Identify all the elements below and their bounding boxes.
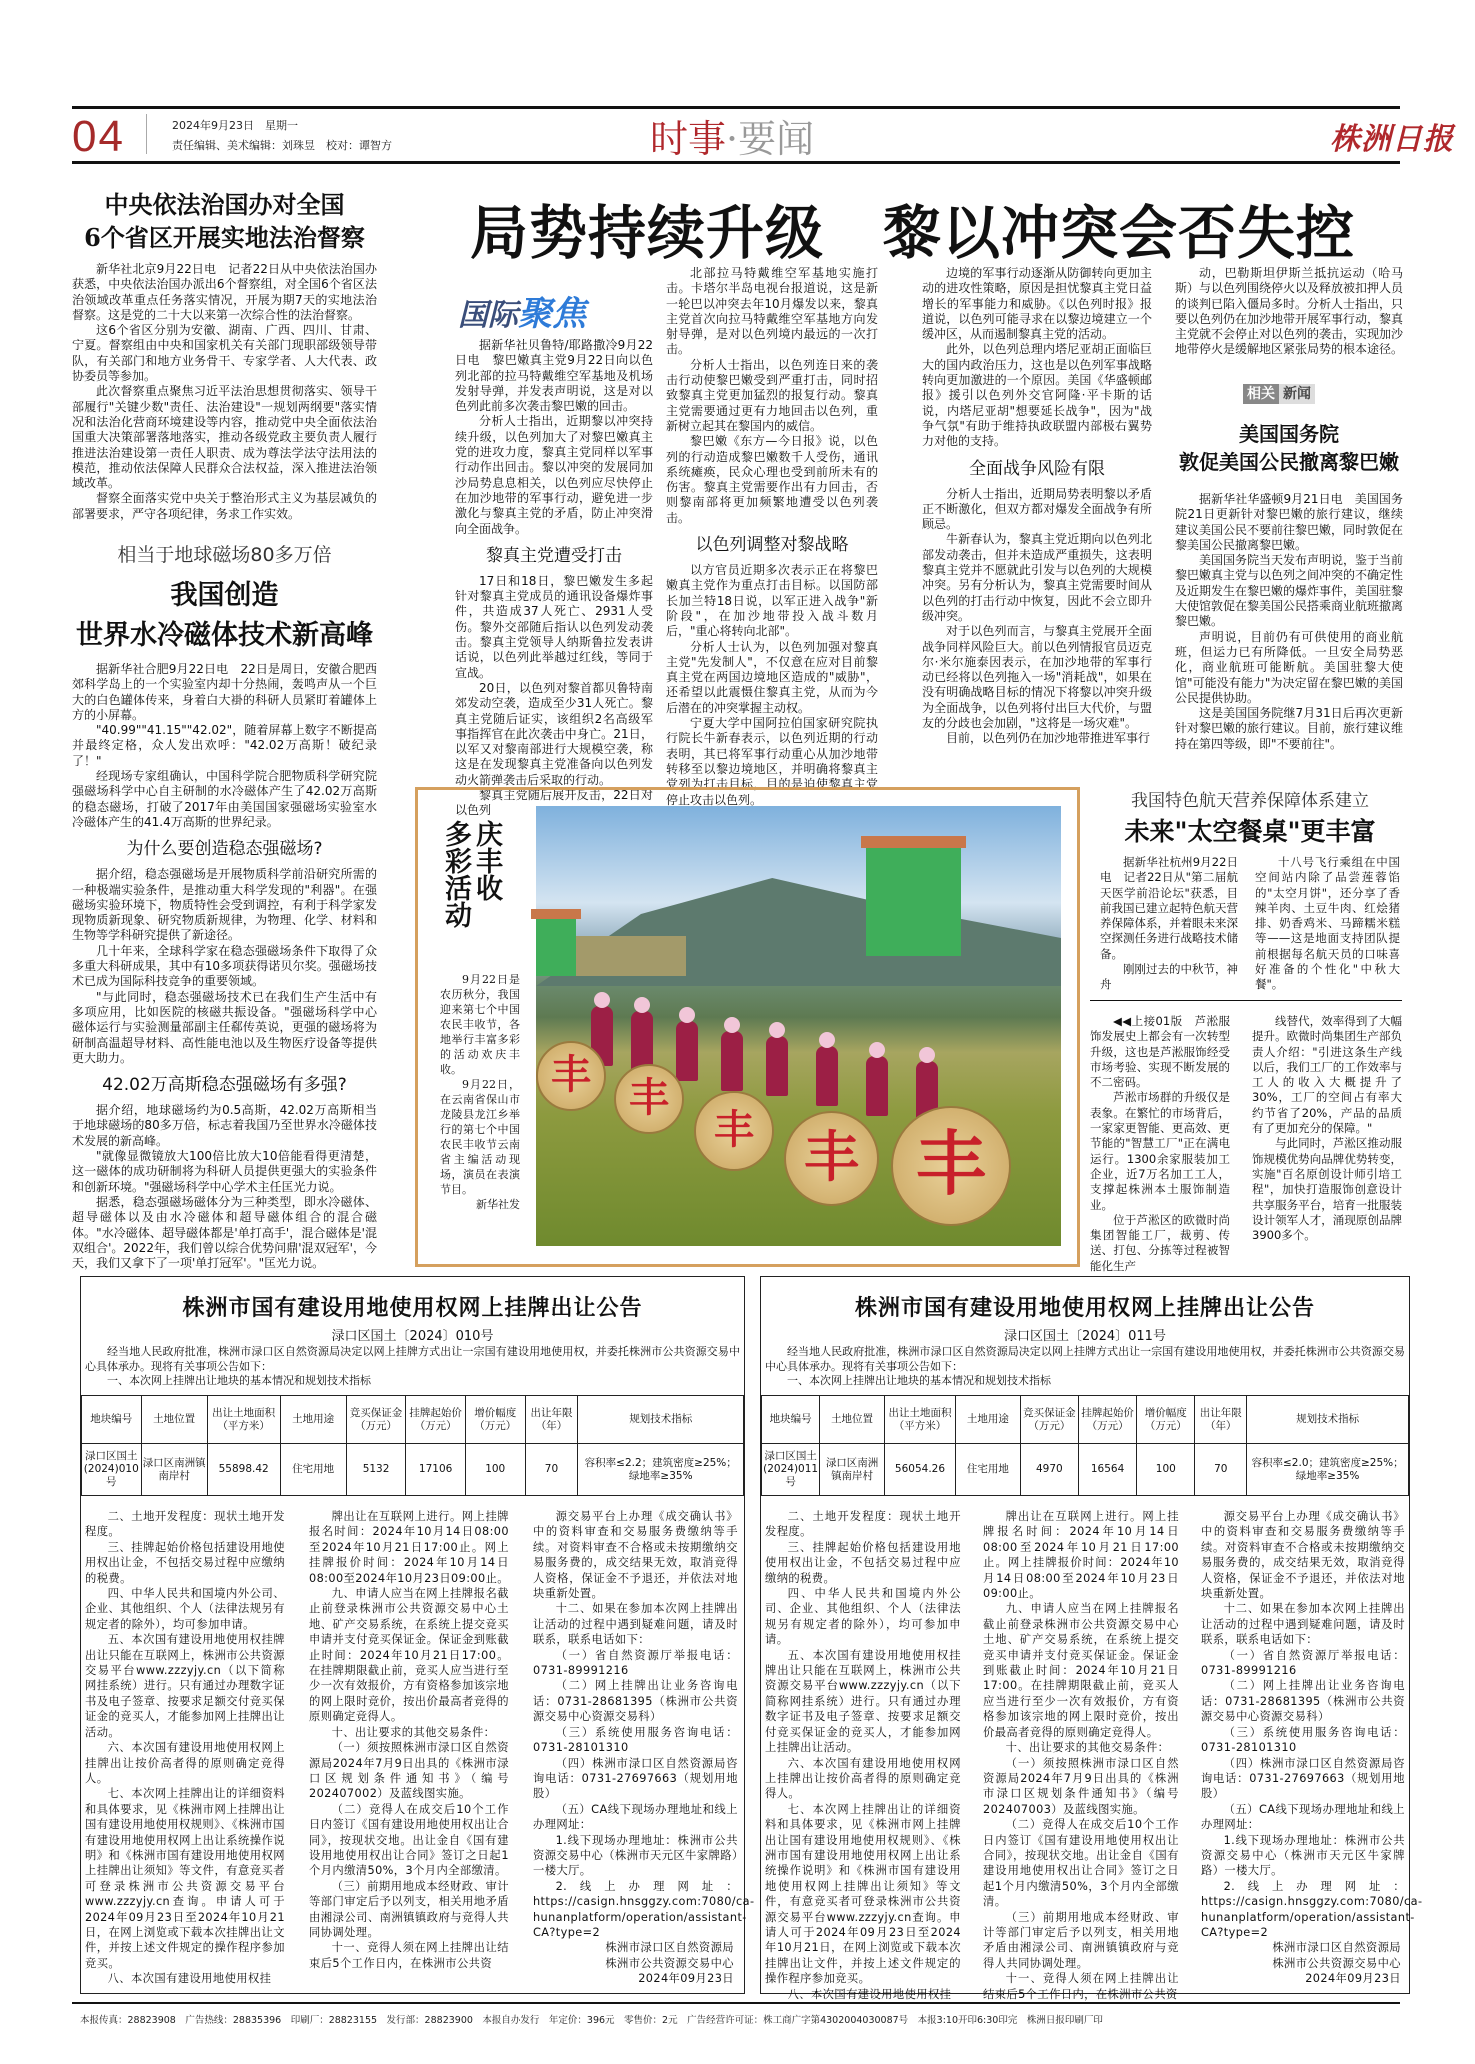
paragraph: 八、本次国有建设用地使用权挂 xyxy=(787,1987,952,2001)
paragraph: 2.线上办理网址：https://casign.hnsggzy.com:7080/ca-hunanplatform/operation/assistant-CA?type=2 xyxy=(533,1879,755,1939)
paragraph: 据新华社华盛顿9月21日电 美国国务院21日更新针对黎巴嫩的旅行建议，继续建议美国公民不要前往黎巴嫩，同时敦促在黎美国公民撤离黎巴嫩。 xyxy=(1175,492,1404,552)
paragraph: 20日，以色列对黎首都贝鲁特南郊发动空袭，造成至少31人死亡。黎真主党随后证实，该组织2名高级军事指挥官在此次袭击中身亡。21日，以军又对黎南部进行大规模空袭，称这是在发现黎真主党准备向以色列发动火箭弹袭击后采取的行动。 xyxy=(455,680,653,787)
magnet-headline-line1: 我国创造 xyxy=(170,580,279,611)
notice-intro xyxy=(85,1345,740,1389)
section-title xyxy=(650,108,814,163)
paragraph: （五）CA线下现场办理地址和线上办理网址： xyxy=(533,1802,738,1832)
footer-rule xyxy=(72,2002,1400,2004)
related-headline xyxy=(1175,420,1403,476)
divider xyxy=(146,114,147,154)
signature-line: 株洲市渌口区自然资源局 xyxy=(1272,1941,1401,1955)
paragraph: 此次督察重点聚焦习近平法治思想贯彻落实、领导干部履行"关键少数"责任、法治建设"一规划两纲要"落实情况和法治化营商环境建设等内容，推动党中央全面依法治国重大决策部署落地落实，推动各级党政主要负责人履行推进法治建设第一责任人职责、成为尊法学法守法用法的模范，推动依法保障人民群众合法权益，深入推进法治领域改革。 xyxy=(72,384,377,491)
paragraph: （三）系统使用服务咨询电话：0731-28101310 xyxy=(1201,1725,1405,1755)
subheading: 42.02万高斯稳态强磁场有多强? xyxy=(102,1075,347,1096)
planning-condition-paragraph: （一）须按照株洲市渌口区自然资源局2024年7月9日出具的《株洲市渌口区规划条件通知书》（编号202407002）及蓝线图实施。 xyxy=(309,1741,509,1801)
notice-doc-number: 渌口区国土〔2024〕010号 xyxy=(331,1329,494,1344)
performer xyxy=(866,1056,888,1116)
table-header: 增价幅度（万元） xyxy=(465,1396,525,1444)
table-cell: 5132 xyxy=(346,1444,406,1496)
paragraph: 动，巴勒斯坦伊斯兰抵抗运动（哈马斯）与以色列围绕停火以及释放被扣押人员的谈判已陷入僵局多时。分析人士指出，只要以色列仍在加沙地带开展军事行动，黎真主党就不会停止对以色列的袭击，实现加沙地带停火是缓解地区紧张局势的根本途径。 xyxy=(1175,266,1404,357)
lusong-col-2 xyxy=(1252,1014,1402,1259)
paragraph: （二）竞得人在成交后10个工作日内签订《国有建设用地使用权出让合同》，按现状交地。出让金自《国有建设用地使用权出让合同》签订之日起1个月内缴清50%，3个月内全部缴清。 xyxy=(309,1802,509,1878)
table-cell: 70 xyxy=(1195,1444,1247,1496)
law-headline xyxy=(72,188,377,254)
paragraph: （一）省自然资源厅举报电话：0731-89991216 xyxy=(533,1648,738,1678)
paragraph: 四、中华人民共和国境内外公司、企业、其他组织、个人（法律法规另有规定者的除外），均可参加申请。 xyxy=(85,1587,285,1631)
table-header: 出让年限（年） xyxy=(525,1396,578,1444)
photo-feature-title xyxy=(440,820,502,928)
page-number: 04 xyxy=(72,112,125,161)
section-title-b: 要闻 xyxy=(738,117,815,161)
building-roof xyxy=(531,909,581,919)
signature-line: 2024年09月23日 xyxy=(1305,1972,1401,1986)
table-cell: 住宅用地 xyxy=(280,1444,346,1496)
paragraph: 牛新春认为，黎真主党近期向以色列北部发动袭击，但并未造成严重损失，这表明黎真主党并不愿就此引发与以色列的大规模冲突。另有分析认为，黎真主党需要时间从以色列的打击行动中恢复，因此不会立即升级冲突。 xyxy=(922,532,1152,623)
table-cell: 渌口区南洲镇南岸村 xyxy=(820,1444,885,1496)
paragraph: 分析人士指出，以色列连日来的袭击行动使黎巴嫩受到严重打击，同时招致黎真主党更加猛烈的报复行动。黎真主党需要通过更有力地回击以色列，重新树立起其在黎国内的威信。 xyxy=(666,357,878,433)
paragraph: 据新华社合肥9月22日电 22日是周日，安徽合肥西郊科学岛上的一个实验室内却十分热闹，轰鸣声从一个巨大的白色罐体传来，身着白大褂的科研人员紧盯着罐体上方的小屏幕。 xyxy=(72,662,377,722)
paragraph: 源交易平台上办理《成交确认书》中的资料审查和交易服务费缴纳等手续。对资料审查不合格或未按期缴纳交易服务费的，成交结果无效，取消竞得人资格，保证金不予退还，并依法对地块重新处置。 xyxy=(533,1510,738,1601)
table-cell: 渌口区国土(2024)010号 xyxy=(82,1444,142,1496)
building-roof xyxy=(861,836,966,848)
paragraph: 分析人士指出，近期黎以冲突持续升级，以色列加大了对黎巴嫩真主党的进攻力度，黎真主党同样以军事行动作出回击。黎以冲突的发展同加沙局势息息相关，以色列应尽快停止在加沙地带的军事行动，避免进一步激化与黎真主党的矛盾，防止冲突滑向全面战争。 xyxy=(455,414,653,536)
paragraph: 黎巴嫩《东方—今日报》说，以色列的行动造成黎巴嫩数千人受伤，通讯系统瘫痪，民众心理也受到前所未有的伤害。黎真主党需要作出有力回击，否则黎南部将更加频繁地遭受以色列袭击。 xyxy=(666,434,878,525)
building xyxy=(866,846,961,956)
land-auction-notice-010 xyxy=(80,1276,755,1994)
paragraph: 17日和18日，黎巴嫩发生多起针对黎真主党成员的通讯设备爆炸事件，共造成37人死亡、2931人受伤。黎外交部随后指认以色列发动袭击。黎真主党领导人纳斯鲁拉发表讲话说，以色列此举越过红线，等同于宣战。 xyxy=(455,573,653,680)
column-logo-a: 国际 xyxy=(458,298,518,333)
paragraph: 位于芦淞区的欧微时尚集团智能工厂，裁剪、传送、打包、分拣等过程被智能化生产 xyxy=(1090,1212,1230,1273)
paragraph: 九、申请人应当在网上挂牌报名截止前登录株洲市公共资源交易中心土地、矿产交易系统，在系统上提交竞买申请并支付竞买保证金。保证金到账截止时间：2024年10月21日17:00。在挂牌期限截止前，竞买人应当进行至少一次有效报价，方有资格参加该宗地的网上限时竞价，按出价最高者竞得的原则确定竞得人。 xyxy=(309,1587,509,1724)
paragraph: （二）竞得人在成交后10个工作日内签订《国有建设用地使用权出让合同》，按现状交地。出让金自《国有建设用地使用权出让合同》签订之日起1个月内缴清50%，3个月内全部缴清。 xyxy=(983,1818,1179,1909)
woven-basket: 丰 xyxy=(536,1041,606,1111)
notice-intro-paragraph: 经当地人民政府批准，株洲市渌口区自然资源局决定以网上挂牌方式出让一宗国有建设用地使用权，并委托株洲市公共资源交易中心具体承办。现将有关事项公告如下： xyxy=(765,1345,1405,1373)
performer xyxy=(631,1011,653,1071)
signature-line: 2024年09月23日 xyxy=(638,1972,734,1986)
paragraph: 十一、竞得人须在网上挂牌出让结束后5个工作日内，在株洲市公共资 xyxy=(983,1972,1179,2001)
paragraph: 芦淞市场群的升级仅是表象。在繁忙的市场背后，一家家更智能、更高效、更节能的"智慧工厂"正在满电运行。1300余家服装加工企业，近7万名加工工人，支撑起株洲本土服饰制造业。 xyxy=(1090,1090,1230,1212)
caption-paragraph: 9月22日是农历秋分，我国迎来第七个中国农民丰收节，各地举行丰富多彩的活动欢庆丰收。 xyxy=(440,973,520,1076)
paragraph: 三、挂牌起始价格包括建设用地使用权出让金，不包括交易过程中应缴纳的税费。 xyxy=(765,1540,961,1585)
paragraph: （三）前期用地成本经财政、审计等部门审定后予以列支，相关用地矛盾由湘渌公司、南洲镇镇政府与竞得人共同协调处理。 xyxy=(309,1879,509,1939)
section-dot: · xyxy=(726,117,739,161)
table-cell: 住宅用地 xyxy=(956,1444,1021,1496)
table-cell: 渌口区国土(2024)011号 xyxy=(762,1444,820,1496)
table-header: 出让土地面积（平方米） xyxy=(884,1396,955,1444)
paragraph: 宁夏大学中国阿拉伯国家研究院执行院长牛新春表示，以色列近期的行动表明，其已将军事行动重心从加沙地带转移至以黎边境地区，并明确将黎真主党列为打击目标，目的是迫使黎真主党停止攻击以色列。 xyxy=(666,716,878,807)
notice-section-heading: 一、本次网上挂牌出让地块的基本情况和规划技术指标 xyxy=(107,1374,371,1387)
related-tag-b: 新闻 xyxy=(1279,384,1315,404)
paragraph: 十、出让要求的其他交易条件： xyxy=(1005,1741,1170,1755)
notice-signature xyxy=(1201,1940,1405,1986)
table-header: 竞买保证金（万元） xyxy=(346,1396,406,1444)
paragraph: 这是美国国务院继7月31日后再次更新针对黎巴嫩的旅行建议。目前，旅行建议维持在第四等级，即"不要前往"。 xyxy=(1175,706,1404,751)
land-auction-notice-011 xyxy=(760,1276,1423,2001)
issue-date: 2024年9月23日 星期一 xyxy=(172,119,298,132)
table-header: 增价幅度（万元） xyxy=(1137,1396,1195,1444)
paragraph: 2.线上办理网址：https://casign.hnsggzy.com:7080/ca-hunanplatform/operation/assistant-CA?type=2 xyxy=(1201,1879,1423,1939)
notice-intro xyxy=(765,1345,1405,1389)
paragraph: （三）系统使用服务咨询电话：0731-28101310 xyxy=(533,1725,738,1755)
table-header: 土地位置 xyxy=(141,1396,207,1444)
related-headline-line2: 敦促美国公民撤离黎巴嫩 xyxy=(1179,450,1399,474)
table-header: 规划技术指标 xyxy=(1247,1396,1409,1444)
photo-credit: 新华社发 xyxy=(476,1198,520,1211)
table-header: 挂牌起始价（万元） xyxy=(406,1396,466,1444)
paragraph: 牌出让在互联网上进行。网上挂牌报名时间：2024年10月14日08:00至2024年10月21日17:00止。网上挂牌报价时间：2024年10月14日08:00至2024年10月23日09:00止。 xyxy=(983,1510,1179,1601)
table-cell: 容积率≤2.0；建筑密度≥25%；绿地率≥35% xyxy=(1247,1444,1409,1496)
signature-line: 株洲市公共资源交易中心 xyxy=(605,1956,734,1970)
notice-col-3 xyxy=(1201,1509,1423,1987)
paragraph: （四）株洲市渌口区自然资源局咨询电话：0731-27697663（规划用地股） xyxy=(533,1756,738,1801)
paragraph: （一）省自然资源厅举报电话：0731-89991216 xyxy=(1201,1648,1405,1678)
table-header: 土地用途 xyxy=(956,1396,1021,1444)
paragraph: （四）株洲市渌口区自然资源局咨询电话：0731-27697663（规划用地股） xyxy=(1201,1756,1405,1801)
editor-credits: 责任编辑、美术编辑：刘珠昱 校对：谭智方 xyxy=(172,139,392,152)
space-food-headline: 未来"太空餐桌"更丰富 xyxy=(1124,817,1376,846)
lebanon-col-1 xyxy=(455,338,653,818)
paragraph: ◀◀上接01版 芦淞服饰发展史上都会有一次转型升级，这也是芦淞服饰经受市场考验、实现不断发展的不二密码。 xyxy=(1090,1014,1230,1090)
paragraph: "就像显微镜放大100倍比放大10倍能看得更清楚，这一磁体的成功研制将为科研人员提供更强大的实验条件和创新环境。"强磁场科学中心学术主任匡光力说。 xyxy=(72,1149,377,1194)
header-bottom-rule xyxy=(72,161,1400,164)
paragraph: 十、出让要求的其他交易条件： xyxy=(331,1725,496,1739)
paragraph: 据介绍，稳态强磁场是开展物质科学前沿研究所需的一种极端实验条件，是推动重大科学发现的"利器"。在强磁场实验环境下，物质特性会受到调控，有利于科学家发现物质新现象、研究物质新规律，为物理、化学、材料和生物等学科研究提供了新途径。 xyxy=(72,867,377,943)
lebanon-col-4 xyxy=(1175,266,1403,366)
photo-title-a: 庆丰收 xyxy=(471,820,502,901)
paragraph: （二）网上挂牌出让业务咨询电话：0731-28681395（株洲市公共资源交易中心资源交易科） xyxy=(533,1679,738,1724)
table-header: 竞买保证金（万元） xyxy=(1020,1396,1078,1444)
paragraph: 目前，以色列仍在加沙地带推进军事行 xyxy=(946,731,1151,746)
paragraph: 北部拉马特戴维空军基地实施打击。卡塔尔半岛电视台报道说，这是新一轮巴以冲突去年10月爆发以来，黎真主党首次向拉马特戴维空军基地方向发射导弹，是对以色列境内最远的一次打击。 xyxy=(666,266,878,357)
notice-col-3-body xyxy=(533,1509,755,1940)
table-row xyxy=(82,1444,744,1496)
law-headline-line1: 中央依法治国办对全国 xyxy=(104,190,345,219)
paragraph: 五、本次国有建设用地使用权挂牌出让只能在互联网上，株洲市公共资源交易平台www.zzzyjy.cn（以下简称网挂系统）进行。只有通过办理数字证书及电子签章、按要求足额交付竞买保证金的竞买人，才能参加网上挂牌出让活动。 xyxy=(765,1648,961,1755)
notice-section-heading: 一、本次网上挂牌出让地块的基本情况和规划技术指标 xyxy=(787,1374,1051,1387)
paragraph: （三）前期用地成本经财政、审计等部门审定后予以列支，相关用地矛盾由湘渌公司、南洲镇镇政府与竞得人共同协调处理。 xyxy=(983,1910,1179,1970)
law-headline-line2: 6个省区开展实地法治督察 xyxy=(84,223,365,252)
woven-basket: 丰 xyxy=(784,1111,879,1206)
paragraph: 七、本次网上挂牌出让的详细资料和具体要求，见《株洲市网上挂牌出让国有建设用地使用权规则》、《株洲市国有建设用地使用权网上出让系统操作说明》和《株洲市国有建设用地使用权网上挂牌出让须知》等文件，有意竞买者可登录株洲市公共资源交易平台www.zzzyjy.cn查询。申请人可于2024年09月23日至2024年10月21日，在网上浏览或下载本次挂牌出让文件，并按上述文件规定的操作程序参加竞买。 xyxy=(765,1802,961,1986)
table-cell: 4970 xyxy=(1020,1444,1078,1496)
footer-info: 本报传真：28823908 广告热线：28835396 印刷厂：28823155 发行部：28823900 本报自办发行 年定价：396元 零售价：2元 广告经营许可证：株工商广字第4302004030087号 本报3:10开印6:30印完 株洲日报印刷厂印 xyxy=(80,2015,1103,2026)
paragraph: 此外，以色列总理内塔尼亚胡正面临巨大的国内政治压力，这也是以色列军事战略转向更加激进的一个原因。美国《华盛顿邮报》援引以色列外交官阿隆·平卡斯的话说，内塔尼亚胡"想要延长战争"，因为"战争气氛"有助于维持执政联盟内部极右翼势力对他的支持。 xyxy=(922,342,1152,449)
paragraph: 线替代，效率得到了大幅提升。欧微时尚集团生产部负责人介绍："引进这条生产线以后，我们工厂的工作效率与工人的收入大概提升了30%，工厂的空间占有率大约节省了20%，产品的品质有了更加充分的保障。" xyxy=(1252,1014,1402,1136)
subheading: 全面战争风险有限 xyxy=(969,458,1105,479)
paragraph: 十二、如果在参加本次网上挂牌出让活动的过程中遇到疑难问题，请及时联系，联系电话如下： xyxy=(533,1602,738,1647)
paragraph: 据新华社贝鲁特/耶路撒冷9月22日电 黎巴嫩真主党9月22日向以色列北部的拉马特戴维空军基地及机场发射导弹，并发表声明说，这是对以色列此前多次袭击黎巴嫩的回击。 xyxy=(455,338,653,414)
photo-caption xyxy=(440,972,520,1212)
woven-basket: 丰 xyxy=(614,1064,684,1134)
subheading: 黎真主党遭受打击 xyxy=(486,545,622,566)
woven-basket: 丰 xyxy=(694,1091,774,1171)
paragraph: 五、本次国有建设用地使用权挂牌出让只能在互联网上，株洲市公共资源交易平台www.zzzyjy.cn（以下简称网挂系统）进行。只有通过办理数字证书及电子签章、按要求足额交付竞买保证金的竞买人，才能参加网上挂牌出让活动。 xyxy=(85,1633,285,1739)
lusong-col-1 xyxy=(1090,1014,1230,1273)
paragraph: "与此同时，稳态强磁场技术已在我们生产生活中有多项应用，比如医院的核磁共振设备。"强磁场科学中心磁体运行与实验测量部副主任郗传英说，更强的磁场将为研制高温超导材料、高性能电池以及生物医疗设备等提供更大助力。 xyxy=(72,989,377,1065)
paragraph: 这6个省区分别为安徽、湖南、广西、四川、甘肃、宁夏。督察组由中央和国家机关有关部门现职部级领导带队，有关部门和地方业务骨干、专家学者、人大代表、政协委员等参加。 xyxy=(72,323,377,384)
table-cell: 17106 xyxy=(406,1444,466,1496)
paragraph: 新华社北京9月22日电 记者22日从中央依法治国办获悉，中央依法治国办派出6个督察组，对全国6个省区法治领域改革重点任务落实情况，开展为期7天的实地法治督察。这是党的二十大以来第一次综合性的法治督察。 xyxy=(72,262,377,322)
notice-col-1 xyxy=(85,1509,285,1987)
paragraph: 十八号飞行乘组在中国空间站内除了品尝莲蓉馅的"太空月饼"，还分享了香辣羊肉、土豆牛肉、红烩猪排、奶香鸡米、马蹄糯米糕等——这是地面支持团队提前根据每名航天员的口味喜好准备的个性化"中秋大餐"。 xyxy=(1255,855,1400,992)
paragraph: 边境的军事行动逐渐从防御转向更加主动的进攻性策略，原因是担忧黎真主党日益增长的军事能力和威胁。《以色列时报》报道说，以色列可能寻求在以黎边境建立一个缓冲区，从而遏制黎真主党的活动。 xyxy=(922,266,1152,342)
magnet-headline xyxy=(66,576,383,656)
harvest-festival-photo xyxy=(536,806,1061,1246)
table-header: 挂牌起始价（万元） xyxy=(1078,1396,1136,1444)
paragraph: 声明说，目前仍有可供使用的商业航班，但运力已有所降低。一旦安全局势恶化，商业航班可能断航。美国驻黎大使馆"可能没有能力"为决定留在黎巴嫩的美国公民提供协助。 xyxy=(1175,629,1403,705)
notice-col-3-body xyxy=(1201,1509,1423,1940)
related-headline-line1: 美国国务院 xyxy=(1239,422,1339,446)
table-header: 出让土地面积（平方米） xyxy=(207,1396,280,1444)
table-header: 出让年限（年） xyxy=(1195,1396,1247,1444)
paragraph: 分析人士指出，近期局势表明黎以矛盾正不断激化，但双方都对爆发全面战争有所顾忌。 xyxy=(922,486,1152,532)
paragraph: 黎真主党随后展开反击，22日对以色列 xyxy=(455,788,653,818)
notice-title: 株洲市国有建设用地使用权网上挂牌出让公告 xyxy=(182,1296,643,1321)
paragraph: 六、本次国有建设用地使用权网上挂牌出让按价高者得的原则确定竞得人。 xyxy=(765,1756,961,1801)
related-tag-a: 相关 xyxy=(1243,384,1279,404)
notice-col-2b xyxy=(309,1802,509,1971)
paragraph: 据介绍，地球磁场约为0.5高斯，42.02万高斯相当于地球磁场的80多万倍，标志着我国乃至世界水冷磁体技术发展的新高峰。 xyxy=(72,1103,377,1148)
space-col-1 xyxy=(1100,855,1238,992)
section-title-a: 时事 xyxy=(650,117,727,161)
table-header: 土地位置 xyxy=(820,1396,885,1444)
table-cell: 55898.42 xyxy=(207,1444,280,1496)
notice-col-2 xyxy=(983,1509,1179,2001)
magnet-article-body xyxy=(72,662,377,1271)
paragraph: （二）网上挂牌出让业务咨询电话：0731-28681395（株洲市公共资源交易中心资源交易科） xyxy=(1201,1679,1405,1724)
lebanon-col-3 xyxy=(922,266,1152,763)
notice-doc-number: 渌口区国土〔2024〕011号 xyxy=(1004,1329,1166,1344)
signature-line: 株洲市公共资源交易中心 xyxy=(1272,1956,1401,1970)
paragraph: 美国国务院当天发布声明说，鉴于当前黎巴嫩真主党与以色列之间冲突的不确定性及近期发生在黎巴嫩的爆炸事件，美国驻黎大使馆敦促在黎美国公民搭乘商业航班撤离黎巴嫩。 xyxy=(1175,553,1404,629)
paragraph: 据悉，稳态强磁场磁体分为三种类型，即水冷磁体、超导磁体以及由水冷磁体和超导磁体组合的混合磁体。"水冷磁体、超导磁体都是'单打高手'，混合磁体是'混双组合'。2022年，我们曾以综合优势问鼎'混双冠军'，今天，我们又拿下了一项'单打冠军'。"匡光力说。 xyxy=(72,1194,377,1271)
notice-col-1 xyxy=(765,1509,961,2001)
performer xyxy=(721,1031,743,1091)
related-article-body xyxy=(1175,492,1403,764)
related-news-tag xyxy=(1243,383,1315,403)
notice-title: 株洲市国有建设用地使用权网上挂牌出让公告 xyxy=(854,1296,1315,1321)
table-row xyxy=(762,1444,1409,1496)
issue-info xyxy=(172,116,392,156)
table-cell: 56054.26 xyxy=(884,1444,955,1496)
planning-condition-paragraph: （一）须按照株洲市渌口区自然资源局2024年7月9日出具的《株洲市渌口区规划条件通知书》（编号202407003）及蓝线图实施。 xyxy=(983,1756,1179,1816)
performer xyxy=(766,1036,788,1096)
paragraph: 源交易平台上办理《成交确认书》中的资料审查和交易服务费缴纳等手续。对资料审查不合格或未按期缴纳交易服务费的，成交结果无效，取消竞得人资格，保证金不予退还，并依法对地块重新处置。 xyxy=(1201,1510,1405,1601)
paragraph: 分析人士认为，以色列加强对黎真主党"先发制人"，不仅意在应对目前黎真主党在两国边境地区造成的"威胁"，还希望以此震慑住黎真主党，从而为今后潜在的冲突掌握主动权。 xyxy=(666,639,878,715)
paragraph: "40.99""41.15""42.02"，随着屏幕上数字不断提高并最终定格，众人发出欢呼："42.02万高斯！破纪录了！" xyxy=(72,723,377,768)
table-cell: 16564 xyxy=(1078,1444,1136,1496)
paragraph: 经现场专家组确认，中国科学院合肥物质科学研究院强磁场科学中心自主研制的水冷磁体产生了42.02万高斯的稳态磁场，打破了2017年由美国国家强磁场实验室水冷磁体产生的41.4万高斯的世界纪录。 xyxy=(72,769,377,829)
paragraph: 刚刚过去的中秋节，神舟 xyxy=(1100,962,1238,992)
law-article-body xyxy=(72,262,377,521)
woven-basket: 丰 xyxy=(891,1106,1011,1226)
notice-intro-paragraph: 经当地人民政府批准，株洲市渌口区自然资源局决定以网上挂牌方式出让一宗国有建设用地使用权，并委托株洲市公共资源交易中心具体承办。现将有关事项公告如下： xyxy=(85,1345,740,1373)
table-header: 地块编号 xyxy=(82,1396,142,1444)
paragraph: 七、本次网上挂牌出让的详细资料和具体要求，见《株洲市网上挂牌出让国有建设用地使用权规则》、《株洲市国有建设用地使用权网上出让系统操作说明》和《株洲市国有建设用地使用权网上挂牌出让须知》等文件，有意竞买者可登录株洲市公共资源交易平台www.zzzyjy.cn查询。申请人可于2024年09月23日至2024年10月21日，在网上浏览或下载本次挂牌出让文件，并按上述文件规定的操作程序参加竞买。 xyxy=(85,1787,285,1970)
table-header: 地块编号 xyxy=(762,1396,820,1444)
performer xyxy=(816,1046,838,1106)
table-cell: 渌口区南洲镇南岸村 xyxy=(141,1444,207,1496)
paragraph: 1.线下现场办理地址：株洲市公共资源交易中心（株洲市天元区牛家牌路）一楼大厅。 xyxy=(533,1833,738,1878)
building xyxy=(536,916,576,976)
notice-col-2b xyxy=(983,1817,1179,2002)
paragraph: 1.线下现场办理地址：株洲市公共资源交易中心（株洲市天元区牛家牌路）一楼大厅。 xyxy=(1201,1833,1405,1878)
table-cell: 100 xyxy=(1137,1444,1195,1496)
space-col-2 xyxy=(1255,855,1400,992)
paragraph: （五）CA线下现场办理地址和线上办理网址： xyxy=(1201,1802,1405,1832)
land-parcel-table xyxy=(761,1395,1409,1496)
paragraph: 二、土地开发程度：现状土地开发程度。 xyxy=(765,1510,961,1539)
main-headline: 局势持续升级 黎以冲突会否失控 xyxy=(470,199,1356,267)
signature-line: 株洲市渌口区自然资源局 xyxy=(605,1941,734,1955)
paragraph: 四、中华人民共和国境内外公司、企业、其他组织、个人（法律法规另有规定者的除外），均可参加申请。 xyxy=(765,1587,961,1647)
international-focus-logo xyxy=(458,286,586,335)
lebanon-col-2 xyxy=(666,266,878,807)
table-cell: 100 xyxy=(465,1444,525,1496)
subheading: 为什么要创造稳态强磁场? xyxy=(126,839,323,860)
paragraph: 几十年来，全球科学家在稳态强磁场条件下取得了众多重大科研成果，其中有10多项获得诺贝尔奖。强磁场技术已成为国际科技竞争的重要领域。 xyxy=(72,943,377,989)
table-header: 土地用途 xyxy=(280,1396,346,1444)
notice-col-3 xyxy=(533,1509,755,1987)
magnet-headline-line2: 世界水冷磁体技术新高峰 xyxy=(76,620,373,651)
paragraph: 八、本次国有建设用地使用权挂 xyxy=(107,1972,272,1986)
divider xyxy=(1090,1000,1402,1001)
paragraph: 牌出让在互联网上进行。网上挂牌报名时间：2024年10月14日08:00至2024年10月21日17:00止。网上挂牌报价时间：2024年10月14日08:00至2024年10月23日09:00止。 xyxy=(309,1510,509,1585)
caption-paragraph: 9月22日，在云南省保山市龙陵县龙江乡举行的第七个中国农民丰收节云南省主编活动现场，演员在表演节目。 xyxy=(440,1078,520,1196)
performer xyxy=(676,1021,698,1081)
paragraph: 二、土地开发程度：现状土地开发程度。 xyxy=(85,1510,285,1539)
column-logo-b: 聚焦 xyxy=(518,294,586,334)
table-cell: 70 xyxy=(525,1444,578,1496)
photo-title-b: 多彩活动 xyxy=(440,820,471,928)
notice-col-2 xyxy=(309,1509,509,1987)
table-header: 规划技术指标 xyxy=(578,1396,744,1444)
space-food-kicker: 我国特色航天营养保障体系建立 xyxy=(1131,791,1369,811)
newspaper-logo: 株洲日报 xyxy=(1330,122,1454,157)
notice-signature xyxy=(533,1940,738,1986)
land-parcel-table xyxy=(81,1395,744,1496)
paragraph: 十二、如果在参加本次网上挂牌出让活动的过程中遇到疑难问题，请及时联系，联系电话如下： xyxy=(1201,1602,1405,1647)
table-cell: 容积率≤2.2；建筑密度≥25%；绿地率≥35% xyxy=(578,1444,744,1496)
paragraph: 十一、竞得人须在网上挂牌出让结束后5个工作日内，在株洲市公共资 xyxy=(309,1941,509,1970)
paragraph: 六、本次国有建设用地使用权网上挂牌出让按价高者得的原则确定竞得人。 xyxy=(85,1741,285,1785)
paragraph: 对于以色列而言，与黎真主党展开全面战争同样风险巨大。前以色列情报官员迈克尔·米尔施泰因表示，在加沙地带的军事行动已经将以色列拖入一场"消耗战"，如果在没有明确战略目标的情况下将黎以冲突升级为全面战争，以色列将付出巨大代价，与盟友的分歧也会加剧，"这将是一场灾难"。 xyxy=(922,624,1152,731)
building xyxy=(576,936,686,976)
paragraph: 九、申请人应当在网上挂牌报名截止前登录株洲市公共资源交易中心土地、矿产交易系统，在系统上提交竞买申请并支付竞买保证金。保证金到账截止时间：2024年10月21日17:00。在挂牌期限截止前，竞买人应当进行至少一次有效报价，方有资格参加该宗地的网上限时竞价，按出价最高者竞得的原则确定竞得人。 xyxy=(983,1602,1179,1739)
subheading: 以色列调整对黎战略 xyxy=(695,535,849,556)
paragraph: 督察全面落实党中央关于整治形式主义为基层减负的部署要求，严守各项纪律，务求工作实效。 xyxy=(72,491,377,521)
paragraph: 据新华社杭州9月22日电 记者22日从"第二届航天医学前沿论坛"获悉，目前我国已建立起特色航天营养保障体系，并着眼未来深空探测任务进行战略技术储备。 xyxy=(1100,855,1238,961)
magnet-kicker: 相当于地球磁场80多万倍 xyxy=(117,544,332,566)
notice-col-2a xyxy=(983,1509,1179,1756)
paragraph: 以方官员近期多次表示正在将黎巴嫩真主党作为重点打击目标。以国防部长加兰特18日说，以军正进入战争"新阶段"，在加沙地带投入战斗数月后，"重心将转向北部"。 xyxy=(666,563,878,639)
notice-col-2a xyxy=(309,1509,509,1740)
paragraph: 与此同时，芦淞区推动服饰规模优势向品牌优势转变，实施"百名原创设计师引培工程"，加快打造服饰创意设计共享服务平台，培育一批服装设计领军人才，涌现原创品牌3900多个。 xyxy=(1252,1136,1402,1243)
paragraph: 三、挂牌起始价格包括建设用地使用权出让金，不包括交易过程中应缴纳的税费。 xyxy=(85,1540,285,1585)
